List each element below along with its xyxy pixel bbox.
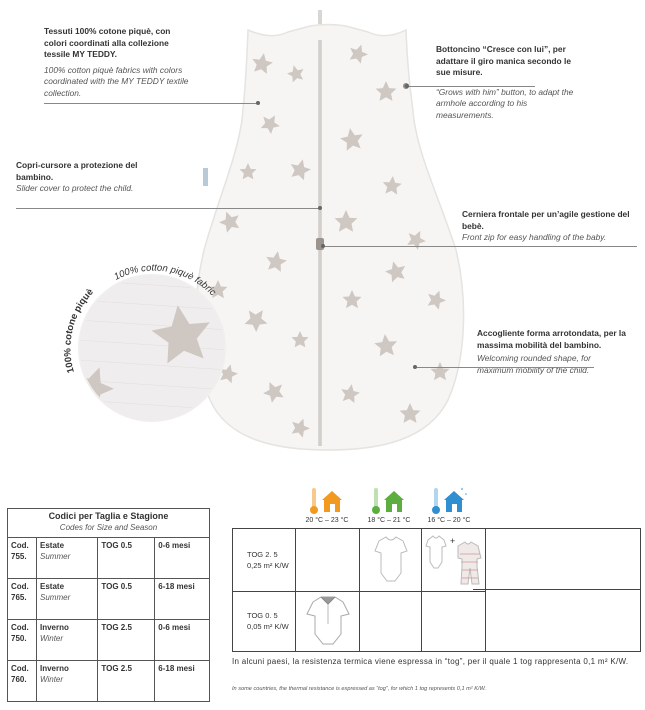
tog-note-en: In some countries, the thermal resistance is expressed as “tog”, for which 1 tog represents 0,1 m² K/W. [232,686,487,692]
tog-cell: TOG 0.5 [98,579,155,620]
size-table-subtitle: Codes for Size and Season [59,523,158,532]
mild-house-icon [372,486,408,516]
leader-dot-button [405,84,409,88]
annotation-zip-en: Front zip for easy handling of the baby. [462,232,607,242]
tog-value: 0,25 m² K/W [247,560,289,570]
leader-dot-fabric [256,101,260,105]
tog-value: 0,05 m² K/W [247,622,289,632]
bodysuit-icon [371,535,411,585]
table-row [8,661,210,702]
bodysuit-cell [360,529,422,592]
tog-table-right-border [473,528,641,652]
empty-cell [360,591,422,651]
leader-line-zip [324,246,637,247]
season-en: Summer [40,552,71,561]
code-cell: Cod. 755. [8,538,37,579]
plus-sign: + [449,535,455,546]
annotation-shape [477,328,627,376]
swatch-arc-top: 100% cotton piquè fabric [112,262,219,299]
size-table-title: Codici per Taglia e Stagione [48,511,169,521]
season-cell [37,538,98,579]
season-en: Winter [40,634,64,643]
romper-cell [296,591,360,651]
swatch-arc-left: 100% cotone piquè [62,286,96,375]
leader-dot-shape [413,365,417,369]
annotation-shape-it: Accogliente forma arrotondata, per la massima mobilità del bambino. [477,328,626,350]
leader-line-shape [416,367,594,368]
annotation-shape-en: Welcoming rounded shape, for maximum mobility of the child. [477,353,591,375]
cool-house-icon [432,486,468,516]
annotation-fabric-it: Tessuti 100% cotone piquè, con colori coordinati alla collezione tessile MY TEDDY. [44,26,171,59]
empty-cell [296,529,360,592]
code-cell: Cod. 760. [8,661,37,702]
season-cell [37,661,98,702]
annotation-button [436,44,586,121]
tog-table-right-divider [473,589,641,590]
annotation-button-it: Bottoncino “Cresce con lui”, per adattare il giro manica secondo le sue misure. [436,44,571,77]
annotation-zip-it: Cerniera frontale per un’agile gestione del bebè. [462,209,630,231]
tog-label: TOG 2. 5 [247,549,278,559]
warm-house-icon [310,486,346,516]
temp-warm: 20 °C – 23 °C [305,517,349,524]
annotation-button-en: “Grows with him” button, to adapt the armhole according to his measurements. [436,86,574,120]
tog-label-cell [233,591,296,651]
season-it: Estate [40,582,65,591]
temp-mild: 18 °C – 21 °C [367,517,411,524]
season-en: Summer [40,593,71,602]
tog-label: TOG 0. 5 [247,611,278,621]
tog-label-cell [233,529,296,592]
leader-line-button [408,86,535,87]
season-it: Estate [40,541,65,550]
leader-line-slider [16,208,320,209]
table-row [8,620,210,661]
age-cell: 6-18 mesi [155,661,210,702]
svg-text:100% cotone piquè [62,287,95,374]
season-it: Inverno [40,623,69,632]
season-cell [37,579,98,620]
annotation-fabric-en: 100% cotton piquè fabrics with colors coordinated with the MY TEDDY textile collection. [44,64,189,98]
svg-text:100% cotton piquè fabric [112,263,218,299]
age-cell: 6-18 mesi [155,579,210,620]
table-row [8,579,210,620]
annotation-slider [16,160,156,195]
size-table-header [8,509,210,538]
annotation-zip [462,209,637,244]
temp-cool: 16 °C – 20 °C [427,517,471,524]
annotation-slider-it: Copri-cursore a protezione del bambino. [16,160,138,182]
tog-note-it: In alcuni paesi, la resistenza termica viene espressa in “tog”, per il quale 1 tog rappresenta 0,1 m² K/W. [232,657,629,666]
leader-line-fabric [44,103,258,104]
code-cell: Cod. 765. [8,579,37,620]
age-cell: 0-6 mesi [155,620,210,661]
season-it: Inverno [40,664,69,673]
tog-cell: TOG 0.5 [98,538,155,579]
table-row [8,538,210,579]
size-season-table [7,508,210,702]
age-cell: 0-6 mesi [155,538,210,579]
annotation-slider-en: Slider cover to protect the child. [16,183,134,193]
romper-icon [303,594,353,648]
tog-cell: TOG 2.5 [98,661,155,702]
season-cell [37,620,98,661]
code-cell: Cod. 750. [8,620,37,661]
leader-dot-slider [318,206,322,210]
leader-dot-zip [321,244,325,248]
annotation-fabric [44,26,194,99]
tog-cell: TOG 2.5 [98,620,155,661]
season-en: Winter [40,675,64,684]
